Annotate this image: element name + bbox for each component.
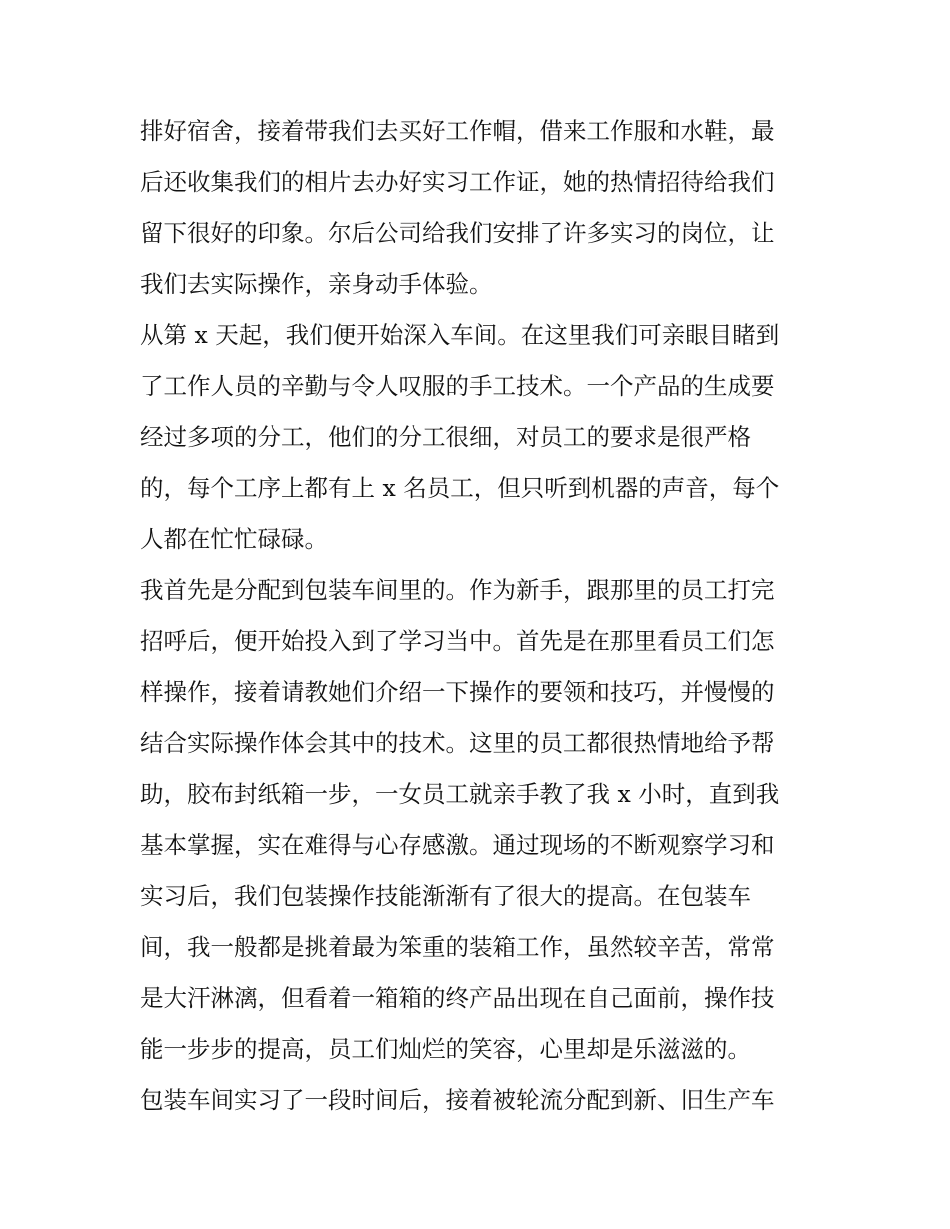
text-line: 能一步步的提高，员工们灿烂的笑容，心里却是乐滋滋的。 [140,1035,751,1063]
text-line: 基本掌握，实在难得与心存感激。通过现场的不断观察学习和 [140,831,775,859]
text-line: 排好宿舍，接着带我们去买好工作帽，借来工作服和水鞋，最 [140,117,775,145]
text-line: 样操作，接着请教她们介绍一下操作的要领和技巧，并慢慢的 [140,678,775,706]
text-line: 从第 x 天起，我们便开始深入车间。在这里我们可亲眼目睹到 [140,321,780,349]
text-line: 了工作人员的辛勤与令人叹服的手工技术。一个产品的生成要 [140,372,775,400]
text-line: 的，每个工序上都有上 x 名员工，但只听到机器的声音，每个 [140,474,780,502]
text-line: 我们去实际操作，亲身动手体验。 [140,270,493,298]
text-line: 结合实际操作体会其中的技术。这里的员工都很热情地给予帮 [140,729,775,757]
text-line: 助，胶布封纸箱一步，一女员工就亲手教了我 x 小时，直到我 [140,780,780,808]
text-line: 我首先是分配到包装车间里的。作为新手，跟那里的员工打完 [140,576,775,604]
text-line: 留下很好的印象。尔后公司给我们安排了许多实习的岗位，让 [140,219,775,247]
text-line: 间，我一般都是挑着最为笨重的装箱工作，虽然较辛苦，常常 [140,933,775,961]
text-line: 实习后，我们包装操作技能渐渐有了很大的提高。在包装车 [140,882,751,910]
text-line: 人都在忙忙碌碌。 [140,525,328,553]
text-line: 后还收集我们的相片去办好实习工作证，她的热情招待给我们 [140,168,775,196]
text-line: 经过多项的分工，他们的分工很细，对员工的要求是很严格 [140,423,751,451]
text-line: 是大汗淋漓，但看着一箱箱的终产品出现在自己面前，操作技 [140,984,775,1012]
text-line: 招呼后，便开始投入到了学习当中。首先是在那里看员工们怎 [140,627,775,655]
body-text [140,106,830,1126]
text-line: 包装车间实习了一段时间后，接着被轮流分配到新、旧生产车 [140,1086,775,1114]
